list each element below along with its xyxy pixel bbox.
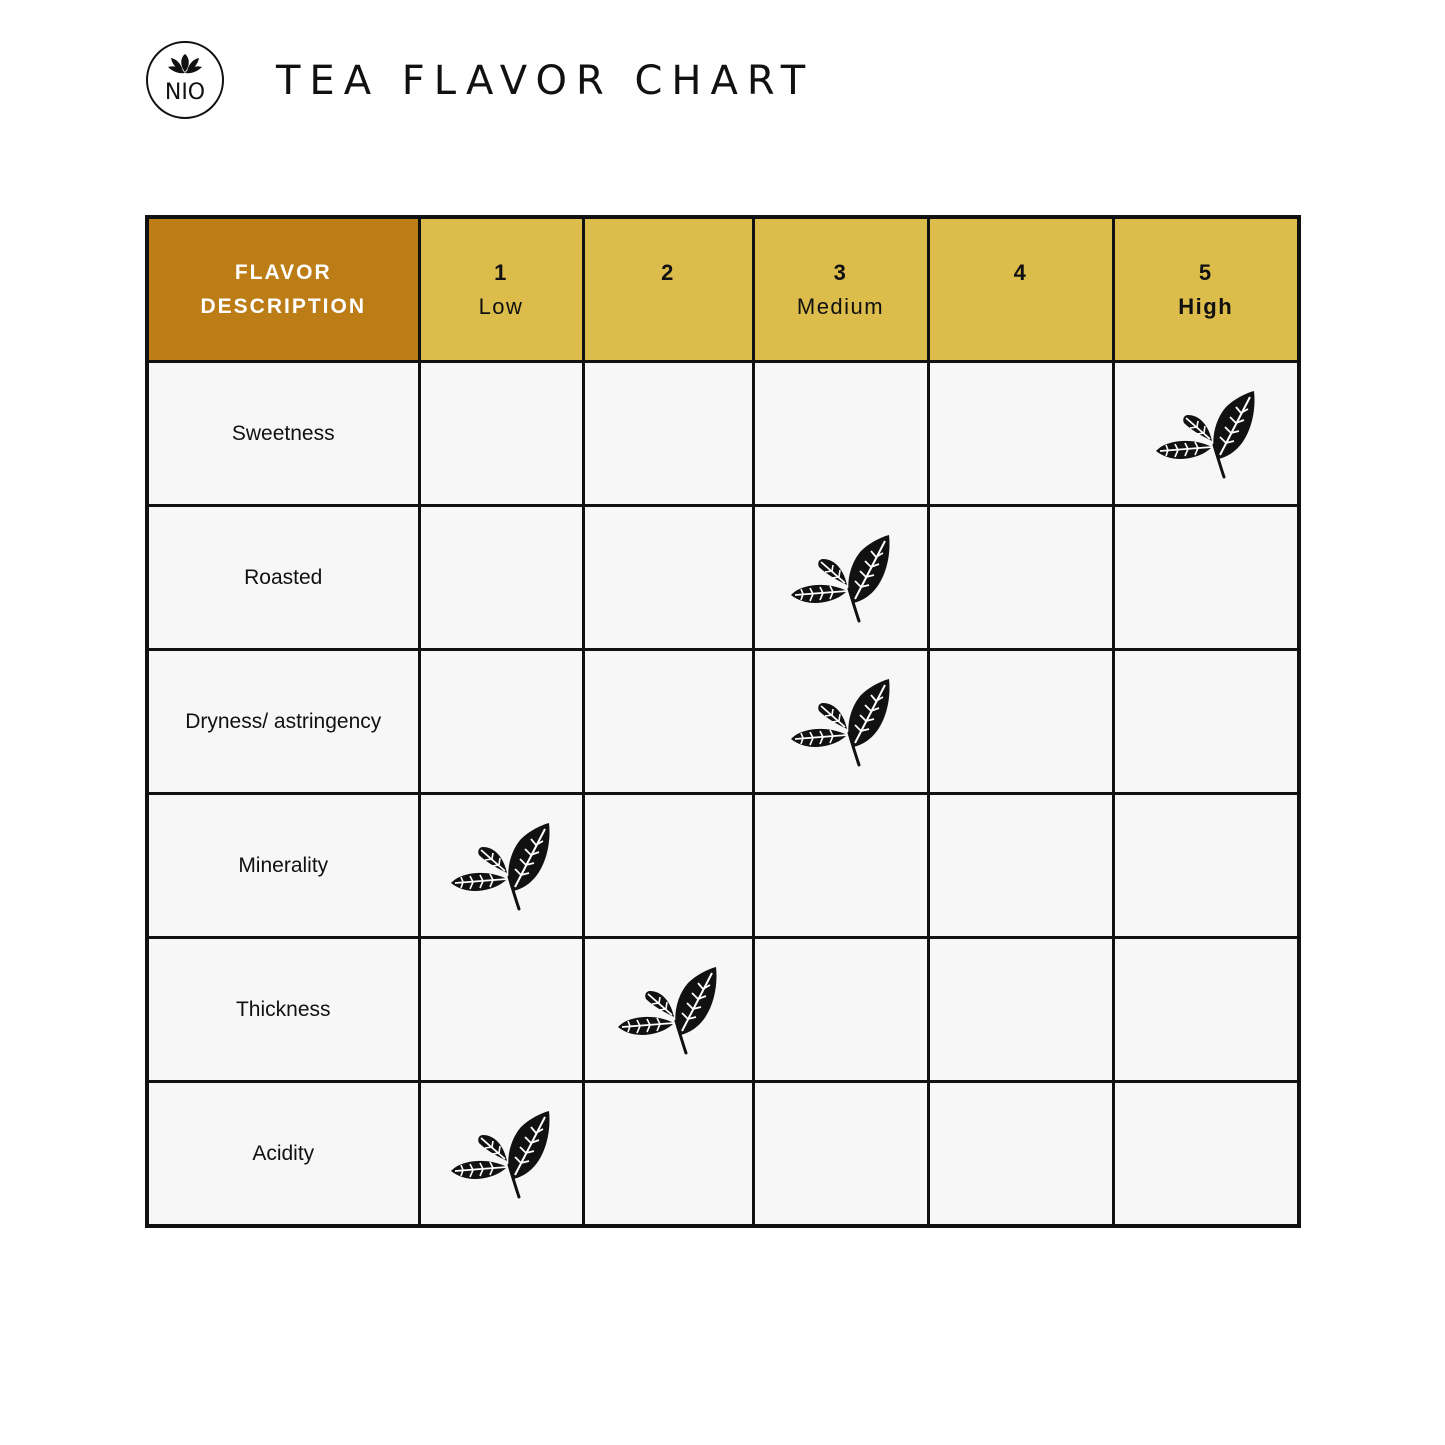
level-cell-3 (753, 1082, 928, 1227)
level-cell-4 (928, 1082, 1113, 1227)
tea-leaf-logo-icon (168, 54, 202, 73)
level-cell-2 (583, 650, 753, 794)
level-cell-5 (1113, 650, 1299, 794)
level-label: Medium (796, 293, 885, 319)
level-cell-3 (753, 506, 928, 650)
flavor-table (145, 215, 1301, 1228)
level-cell-1 (419, 1082, 583, 1227)
header-desc-line1: FLAVOR (234, 260, 332, 284)
header-level-3 (753, 217, 928, 362)
level-cell-2 (583, 794, 753, 938)
level-cell-3 (753, 650, 928, 794)
level-number: 4 (1013, 259, 1028, 285)
level-cell-3 (753, 362, 928, 506)
flavor-row (147, 506, 1299, 650)
flavor-label: Minerality (147, 794, 419, 938)
level-cell-4 (928, 794, 1113, 938)
level-label (585, 290, 752, 324)
level-cell-1 (419, 650, 583, 794)
level-cell-2 (583, 1082, 753, 1227)
flavor-label: Roasted (147, 506, 419, 650)
nio-logo (145, 40, 225, 120)
level-number: 3 (833, 259, 848, 285)
level-cell-3 (753, 794, 928, 938)
header-level-1 (419, 217, 583, 362)
header-flavor-description (147, 217, 419, 362)
level-cell-1 (419, 938, 583, 1082)
level-cell-4 (928, 650, 1113, 794)
page-title: TEA FLAVOR CHART (276, 58, 815, 104)
level-label (930, 290, 1112, 324)
flavor-row (147, 362, 1299, 506)
header-level-2 (583, 217, 753, 362)
tea-leaf-icon (449, 1109, 553, 1199)
level-cell-2 (583, 506, 753, 650)
level-label: High (1178, 293, 1234, 319)
level-cell-5 (1113, 938, 1299, 1082)
flavor-row (147, 938, 1299, 1082)
level-cell-5 (1113, 506, 1299, 650)
tea-leaf-icon (1154, 389, 1258, 479)
level-number: 5 (1198, 259, 1213, 285)
header-desc-line2: DESCRIPTION (200, 294, 366, 318)
level-cell-2 (583, 938, 753, 1082)
level-cell-3 (753, 938, 928, 1082)
logo-text: NIO (164, 80, 206, 105)
header-level-5 (1113, 217, 1299, 362)
tea-leaf-icon (449, 821, 553, 911)
level-label: Low (478, 293, 524, 319)
flavor-row (147, 650, 1299, 794)
flavor-label: Thickness (147, 938, 419, 1082)
header-row (147, 217, 1299, 362)
level-cell-2 (583, 362, 753, 506)
level-cell-5 (1113, 1082, 1299, 1227)
level-cell-5 (1113, 794, 1299, 938)
level-cell-5 (1113, 362, 1299, 506)
level-cell-4 (928, 938, 1113, 1082)
level-number: 1 (494, 259, 508, 285)
header-level-4 (928, 217, 1113, 362)
flavor-label: Dryness/ astringency (147, 650, 419, 794)
level-cell-1 (419, 362, 583, 506)
level-cell-1 (419, 794, 583, 938)
flavor-row (147, 1082, 1299, 1227)
level-cell-4 (928, 362, 1113, 506)
tea-leaf-icon (789, 533, 893, 623)
flavor-label: Sweetness (147, 362, 419, 506)
flavor-row (147, 794, 1299, 938)
flavor-label: Acidity (147, 1082, 419, 1227)
level-number: 2 (661, 259, 675, 285)
level-cell-1 (419, 506, 583, 650)
tea-leaf-icon (789, 677, 893, 767)
level-cell-4 (928, 506, 1113, 650)
tea-leaf-icon (616, 965, 720, 1055)
